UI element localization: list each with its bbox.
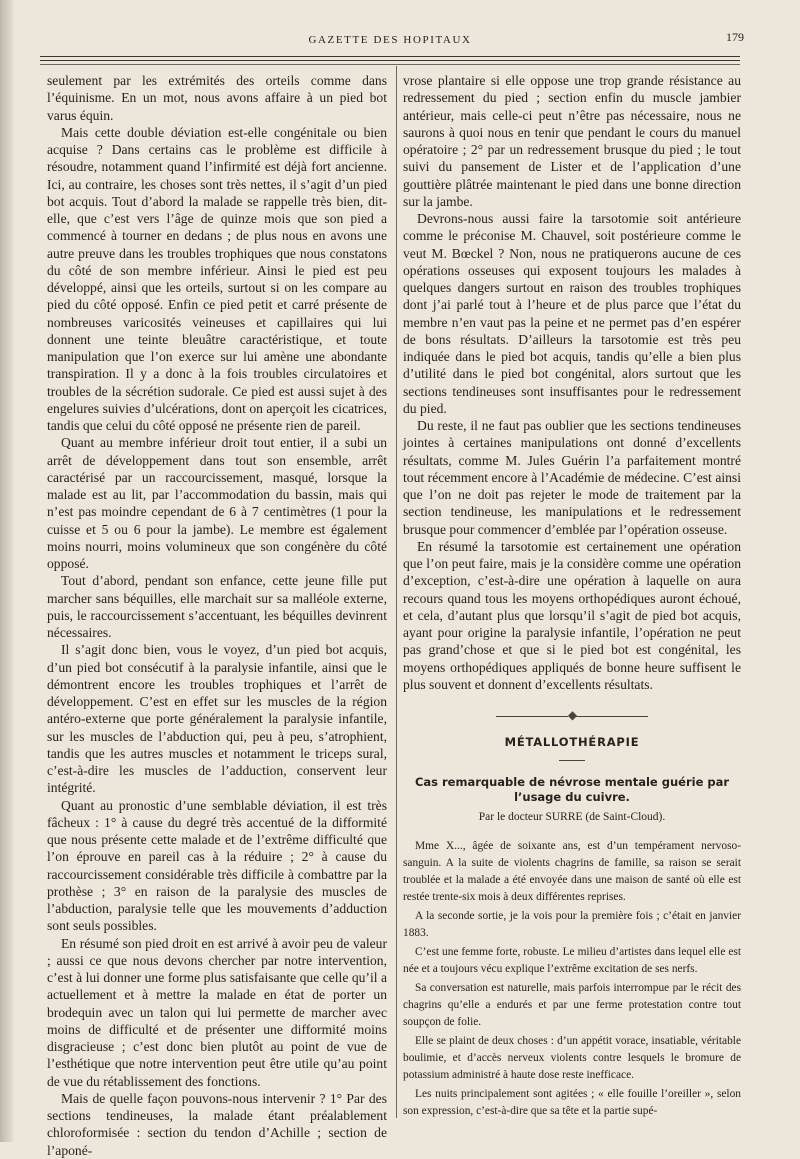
running-title: GAZETTE DES HOPITAUX: [308, 34, 472, 46]
paragraph: Elle se plaint de deux choses : d’un appétit vorace, insatiable, véritable boulimie, et d’accès nerveux violents contre lesquels le bromure de potassium administré à haute dose reste inefficace.: [403, 1034, 741, 1081]
page-number: 179: [726, 30, 744, 44]
paragraph: seulement par les extrémités des orteils comme dans l’équinisme. En un mot, nous avons affaire à un pied bot varus équin.: [47, 73, 387, 123]
paragraph: Tout d’abord, pendant son enfance, cette jeune fille put marcher sans béquilles, elle marchait sur sa malléole externe, puis, le raccourcissement s’accentuant, les béquilles devinrent nécessaires.: [47, 573, 387, 640]
paragraph: vrose plantaire si elle oppose une trop grande résistance au redressement du pied ; section enfin du muscle jambier antérieur, mais celle-ci peut n’être pas nécessaire, nous ne saurons à quoi nous en tenir que pendant le cours du manuel opératoire ; 2° par un redressement brusque du pied ; le tout suivi du pansement de Lister et de l’application d’une gouttière plâtrée maintenant le pied dans une bonne direction sur la jambe.: [403, 73, 741, 209]
column-divider: [396, 66, 397, 1118]
paragraph: En résumé la tarsotomie est certainement une opération que l’on peut faire, mais je la considère comme une opération d’exception, c’est-à-dire une opération à laquelle on aura recours quand tous les moyens orthopédiques auront échoué, et cela, d’autant plus que lorsqu’il s’agit de pied bot acquis, ayant pour origine la paralysie infantile, l’opération ne peut pas grand’chose et que si le pied bot est congénital, les moyens orthopédiques appliqués de bonne heure suffisent le plus souvent et donnent d’excellents résultats.: [403, 538, 741, 692]
paragraph: En résumé son pied droit en est arrivé à avoir peu de valeur ; aussi ce que nous devons chercher par notre intervention, c’est à lui donner une forme plus satisfaisante que celle qu’il a actuellement et à mettre la malade en état de porter un brodequin avec un talon qui lui permette de marcher avec moins de difficulté et de présenter une difformité moins disgracieuse ; c’est donc bien plutôt au point de vue de l’esthétique que notre intervention peut être utile qu’au point de vue du rétablissement des fonctions.: [47, 935, 387, 1089]
paragraph: A la seconde sortie, je la vois pour la première fois ; c’était en janvier 1883.: [403, 909, 741, 939]
right-column: [403, 72, 741, 1122]
section-title: MÉTALLOTHÉRAPIE: [504, 735, 640, 750]
paragraph: Mais de quelle façon pouvons-nous intervenir ? 1° Par des sections tendineuses, la malade étant préalablement chloroformisée : section du tendon d’Achille ; section de l’aponé-: [47, 1090, 387, 1158]
paragraph: Du reste, il ne faut pas oublier que les sections tendineuses jointes à certaines manipulations ont donné d’excellents résultats, comme M. Jules Guérin l’a parfaitement montré tout récemment encore à l’Académie de médecine. C’est ainsi que l’on ne doit pas rejeter le mode de traitement par la section tendineuse, les manipulations et le redressement brusque pour commencer d’emblée par l’opération osseuse.: [403, 418, 741, 537]
left-column: [47, 72, 387, 1159]
article-body: [403, 838, 741, 1120]
paragraph: Mais cette double déviation est-elle congénitale ou bien acquise ? Dans certains cas le problème est difficile à résoudre, notamment quand l’infirmité est déjà fort ancienne. Ici, au contraire, les choses sont très nettes, il s’agit d’un pied bot acquis. Tout d’abord la malade se rappelle très bien, dit-elle, que c’est vers l’âge de quinze mois que son pied a commencé à tourner en dedans ; de plus nous en avons une autre preuve dans les troubles trophiques que nous constatons du côté de son membre inférieur. Ainsi le pied est peu développé, ainsi que les orteils, surtout si on les compare au pied du côté opposé. Enfin ce pied petit et carré présente de nombreuses varicosités veineuses et capillaires qui lui donnent une teinte bleuâtre caractéristique, et toute manipulation que l’on exerce sur lui amène une abondante transpiration. Il y a donc à la fois troubles circulatoires et troubles de la sécrétion sudorale. Ce pied est aussi sujet à des engelures suivies d’ulcérations, dont on aperçoit les cicatrices, tandis que celui du côté opposé ne présente rien de pareil.: [47, 124, 387, 433]
paragraph: Mme X..., âgée de soixante ans, est d’un tempérament nervoso-sanguin. A la suite de violents chagrins de famille, sa raison se serait troublée et la malade a été envoyée dans une maison de santé où elle est restée trente-six mois à deux différentes reprises.: [403, 839, 741, 903]
paragraph: Les nuits principalement sont agitées ; « elle fouille l’oreiller », selon son expression, c’est-à-dire que sa tête et la partie supé-: [403, 1087, 741, 1117]
paragraph: Quant au membre inférieur droit tout entier, il a subi un arrêt de développement dans tout son ensemble, arrêt caractérisé par un raccourcissement, masqué, lorsque la malade est au lit, par l’accommodation du bassin, mais qui n’est pas moindre cependant de 6 à 7 centimètres (1 pour la cuisse et 5 ou 6 pour la jambe). Le membre est également moins nourri, moins volumineux que son congénère du côté opposé.: [47, 435, 387, 571]
header-double-rule: [40, 56, 740, 61]
page-header: [40, 30, 744, 54]
paragraph: Il s’agit donc bien, vous le voyez, d’un pied bot acquis, d’un pied bot consécutif à la paralysie infantile, ainsi que le démontrent encore les troubles trophiques et l’arrêt de développement. C’est en effet sur les muscles de la région antéro-externe que porte généralement la paralysie infantile, sur les muscles de l’abduction qui, peu à peu, s’atrophient, tandis que les autres muscles et notamment le triceps sural, c’est-à-dire les muscles de l’adduction, conservent leur intégrité.: [47, 642, 387, 796]
article-title: Cas remarquable de névrose mentale guérie par l’usage du cuivre.: [414, 774, 730, 804]
ornamental-separator: ◆: [403, 707, 741, 724]
paragraph: C’est une femme forte, robuste. Le milieu d’artistes dans lequel elle est née et a toujours vécu explique l’extrême excitation de ses nerfs.: [403, 945, 741, 975]
paragraph: Devrons-nous aussi faire la tarsotomie soit antérieure comme le préconise M. Chauvel, soit postérieure comme le veut M. Bœckel ? Non, nous ne pratiquerons aucune de ces opérations osseuses qui exposent toujours les malades à quelques dangers surtout en raison des troubles trophiques dont j’ai parlé tout à l’heure et de plus parce que l’état du membre n’en vaut pas la peine et ne permet pas d’en espérer de bons résultats. D’ailleurs la tarsotomie est très peu indiquée dans le pied bot acquis, tandis qu’elle a bien plus d’utilité dans le pied bot congénital, alors surtout que les sections tendineuses sont insuffisantes pour le redressement du pied.: [403, 211, 741, 416]
short-rule: [559, 760, 585, 761]
byline: Par le docteur SURRE (de Saint-Cloud).: [478, 810, 666, 823]
paragraph: Quant au pronostic d’une semblable déviation, il est très fâcheux : 1° à cause du degré très accentué de la difformité que nous présente cette malade et de l’extrême difficulté que l’on éprouve en pareil cas à la réduire ; 2° à cause du raccourcissement considérable très difficile à combattre par la prothèse ; 3° en raison de la paralysie des muscles de l’abduction, paralysie telle que les mouvements d’adduction sont seuls possibles.: [47, 797, 387, 934]
header-thin-rule: [40, 64, 740, 65]
binding-shadow: [0, 0, 14, 1142]
paragraph: Sa conversation est naturelle, mais parfois interrompue par le récit des chagrins qu’elle a endurés et par une ferme protestation contre tout soupçon de folie.: [403, 981, 741, 1028]
